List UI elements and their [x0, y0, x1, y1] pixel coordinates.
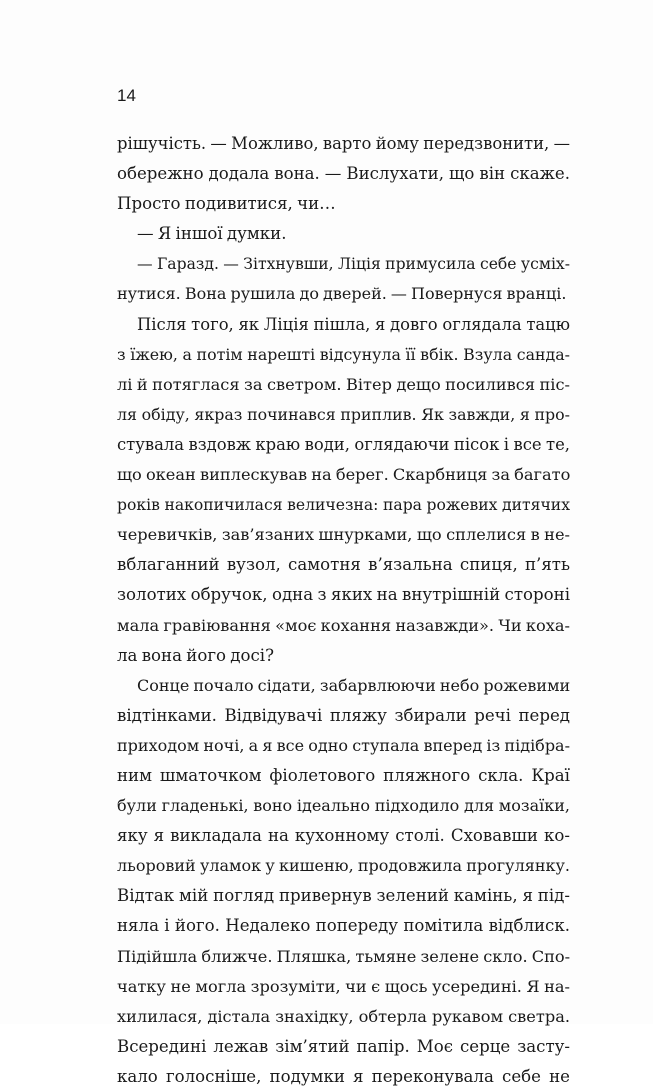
text-line: хилилася, дістала знахідку, обтерла рукавом светра. [117, 1006, 570, 1026]
text-line: лі й потяглася за светром. Вітер дещо посилився піс- [117, 374, 570, 394]
text-line: Відтак мій погляд привернув зелений камінь, я під- [117, 886, 570, 906]
text-line: рішучість. — Можливо, варто йому передзвонити, — [117, 134, 570, 153]
text-line: відтінками. Відвідувачі пляжу збирали речі перед [117, 705, 570, 725]
text-line: Сонце почало сідати, забарвлюючи небо рожевими [137, 675, 571, 695]
text-line: Після того, як Ліція пішла, я довго оглядала тацю [137, 314, 570, 334]
text-line: ним шматочком фіолетового пляжного скла. Краї [117, 765, 570, 785]
text-line: няла і його. Недалеко попереду помітила відблиск. [117, 916, 570, 936]
text-line: Всередині лежав зім’ятий папір. Моє серце засту- [117, 1036, 570, 1056]
text-line: черевичків, зав’язаних шнурками, що сплелися в не- [117, 525, 570, 545]
text-line: льоровий уламок у кишеню, продовжила прогулянку. [117, 856, 570, 876]
text-line: що океан виплескував на берег. Скарбниця за багато [117, 465, 571, 485]
text-line: стувала вздовж краю води, оглядаючи пісок і все те, [117, 434, 570, 454]
text-line: ла вона його досі? [117, 645, 274, 665]
body-text [117, 129, 570, 1092]
text-line: нутися. Вона рушила до дверей. — Повернуся вранці. [117, 284, 567, 304]
text-line: обережно додала вона. — Вислухати, що він скаже. [117, 164, 570, 184]
text-line: кало голосніше, подумки я переконувала себе не [117, 1066, 570, 1086]
text-line: Просто подивитися, чи… [117, 194, 336, 214]
text-line: чатку не могла зрозуміти, чи є щось усередині. Я на- [117, 976, 570, 996]
text-line: були гладенькі, воно ідеально підходило для мозаїки, [117, 796, 570, 816]
text-line: яку я викладала на кухонному столі. Сховавши ко- [117, 826, 570, 846]
text-line: — Я іншої думки. [137, 224, 287, 244]
text-line: золотих обручок, одна з яких на внутрішній стороні [117, 585, 570, 605]
text-line: з їжею, а потім нарешті відсунула її вбік. Взула санда- [117, 344, 570, 364]
text-line: ля обіду, якраз починався приплив. Як завжди, я про- [117, 404, 570, 424]
text-line: мала гравіювання «моє кохання назавжди». Чи коха- [117, 615, 570, 635]
text-line: років накопичилася величезна: пара рожевих дитячих [117, 496, 570, 515]
page-number: 14 [117, 86, 136, 105]
text-line: — Гаразд. — Зітхнувши, Ліція примусила себе усміх- [137, 255, 570, 274]
text-line: приходом ночі, а я все одно ступала вперед із підібра- [117, 735, 570, 755]
text-line: Підійшла ближче. Пляшка, тьмяне зелене скло. Спо- [117, 946, 571, 966]
text-line: вблаганний вузол, самотня в’язальна спиця, п’ять [117, 555, 570, 575]
